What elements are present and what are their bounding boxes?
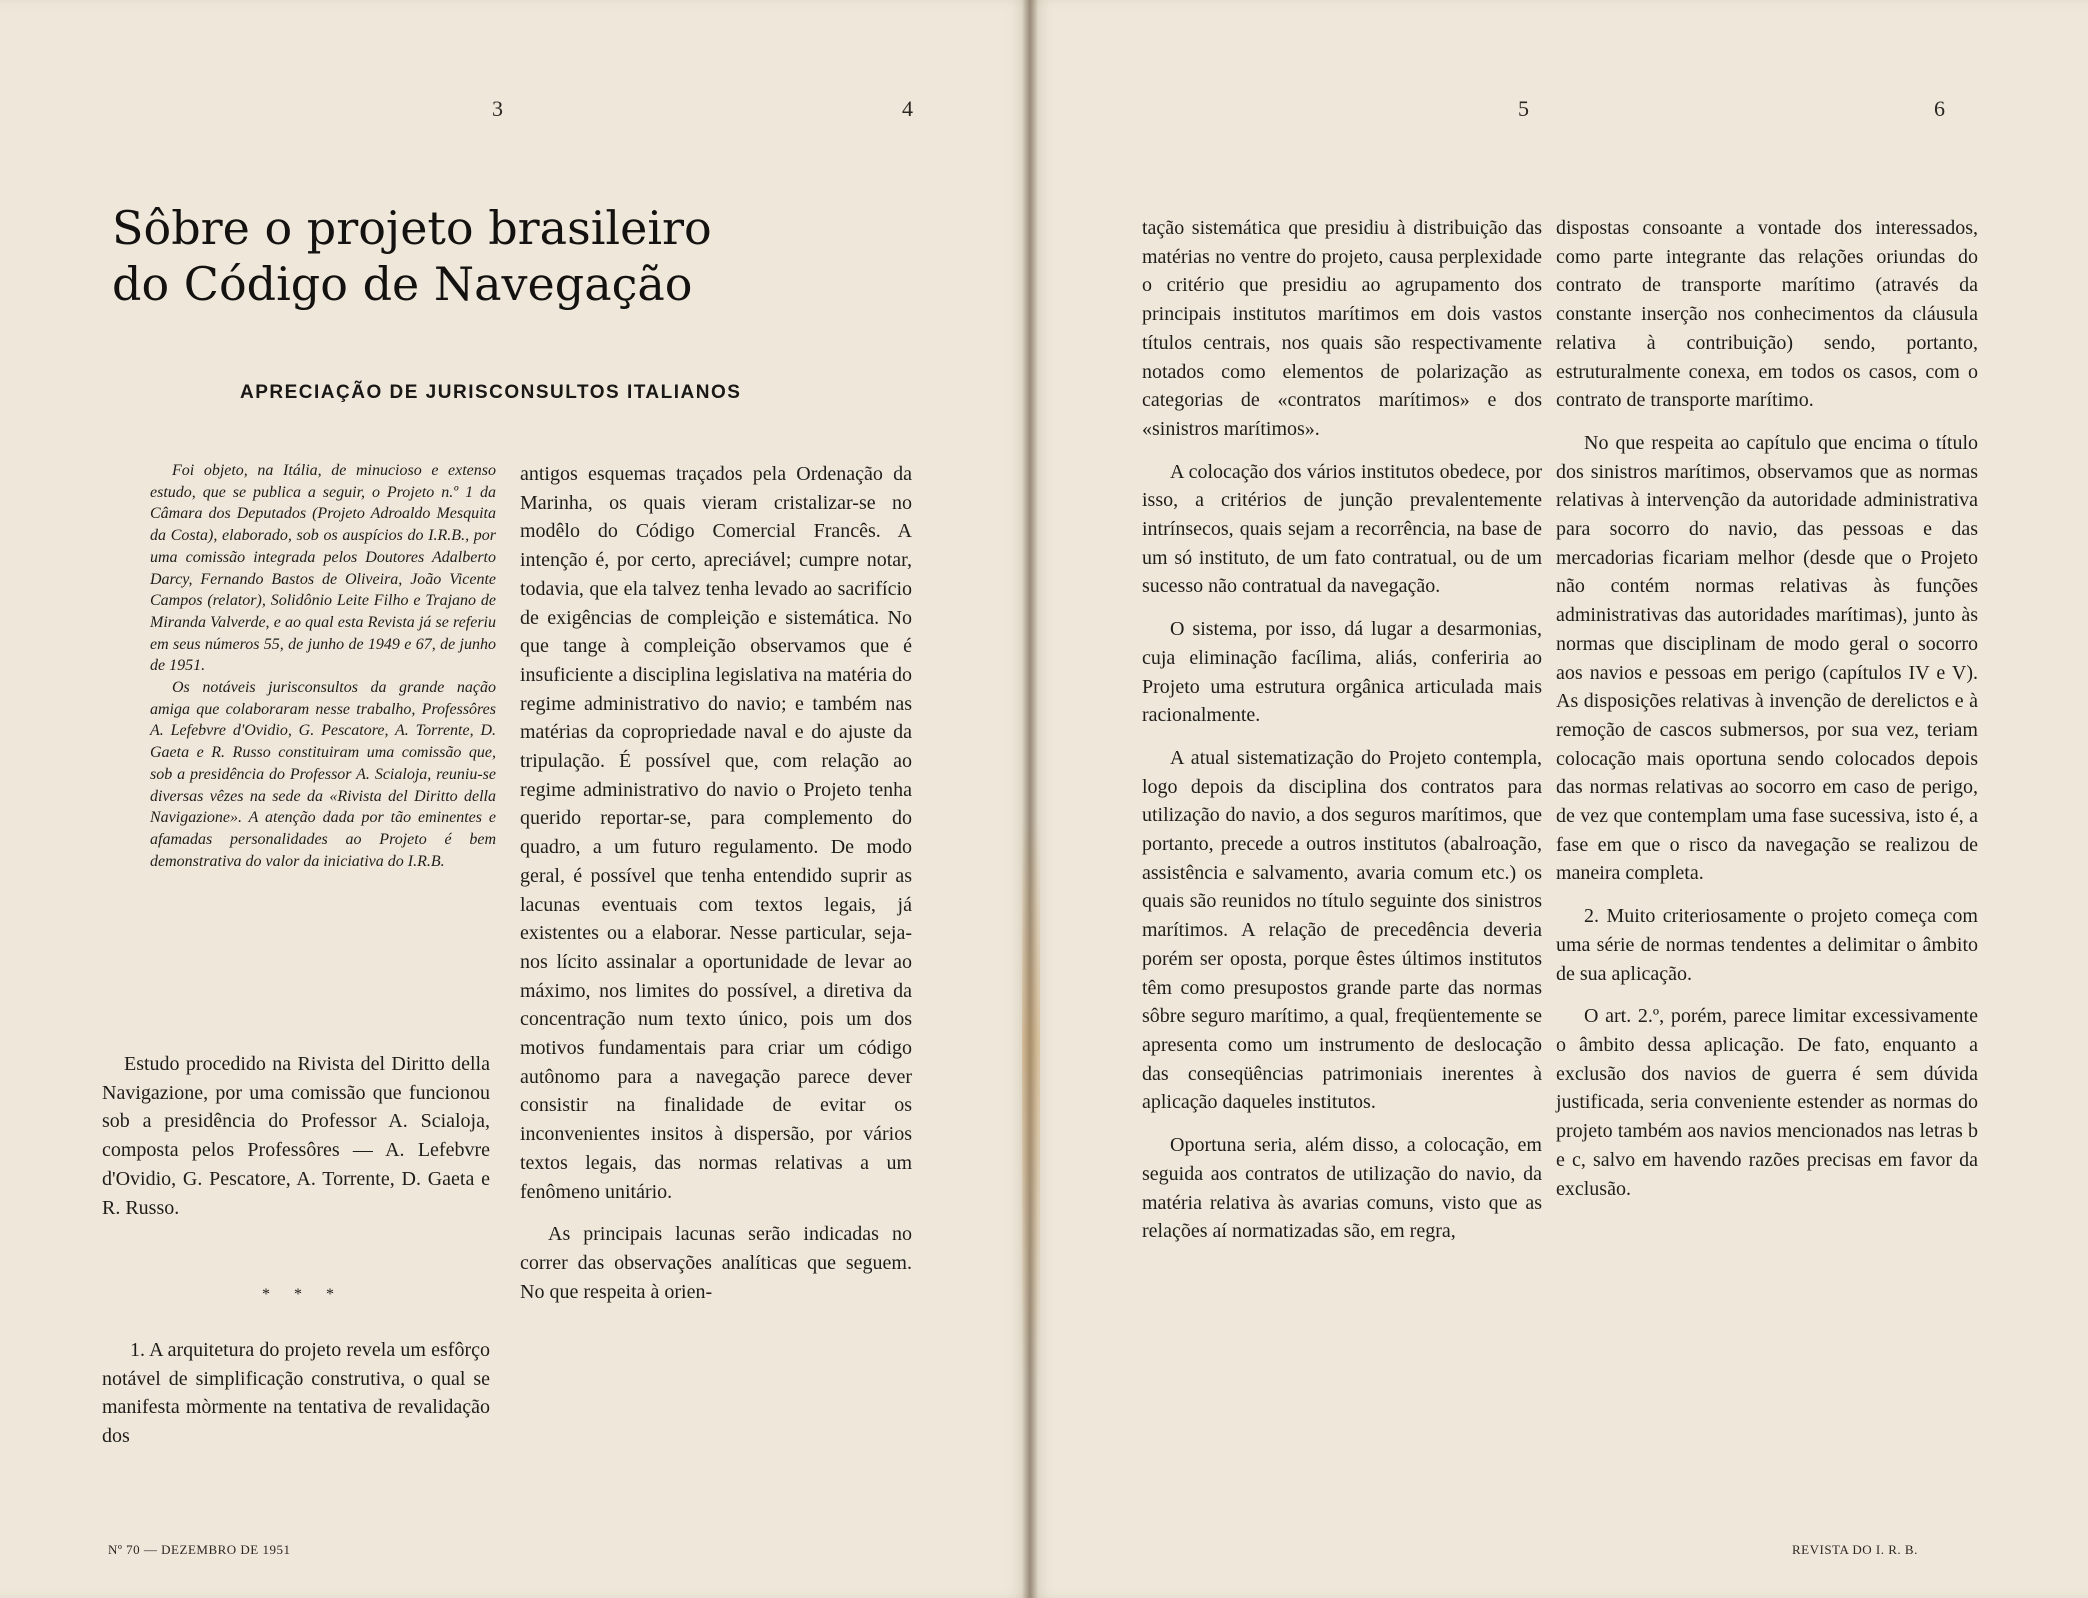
body-paragraph: A atual sistematização do Projeto contempla, logo depois da disciplina dos contratos para utilização do navio, a dos seguros marítimos, que portanto, precede a outros institutos (abalroação, assistência e salvamento, avaria comum etc.) os quais são reunidos no título seguinte dos sinistros marítimos. A relação de precedência deveria porém ser oposta, porque êstes últimos institutos têm como presupostos grande parte das normas sôbre seguro marítimo, a qual, freqüentemente se apresenta como um instrumento de deslocação das conseqüências patrimoniais inerentes à aplicação daqueles institutos. bbox=[1142, 746, 1542, 1114]
body-paragraph: tação sistemática que presidiu à distribuição das matérias no ventre do projeto, causa perplexidade o critério que presidiu ao agrupamento dos principais institutos marítimos em dois vastos títulos centrais, nos quais são respectivamente notados como elementos de polarização as categorias de «contratos marítimos» e dos «sinistros marítimos». bbox=[1142, 217, 1542, 440]
body-paragraph: Oportuna seria, além disso, a colocação, em seguida aos contratos de utilização do navio, da matéria relativa às avarias comuns, visto que as relações aí normatizadas são, em regra, bbox=[1142, 1134, 1542, 1243]
section-separator: * * * bbox=[262, 1286, 344, 1303]
article-subtitle: APRECIAÇÃO DE JURISCONSULTOS ITALIANOS bbox=[240, 382, 742, 403]
body-paragraph: A colocação dos vários institutos obedece, por isso, a critérios de junção prevalentemente intrínsecos, quais sejam a recorrência, na base de um só instituto, de um fato contratual, ou de um sucesso não contratual da navegação. bbox=[1142, 460, 1542, 598]
body-paragraph: O art. 2.º, porém, parece limitar excessivamente o âmbito dessa aplicação. De fato, enquanto a exclusão dos navios de guerra é sem dúvida justificada, seria conveniente estender as normas do projeto também aos navios mencionados nas letras b e c, salvo em havendo razões precisas em favor da exclusão. bbox=[1556, 1005, 1978, 1200]
body-paragraph: No que respeita ao capítulo que encima o título dos sinistros marítimos, observamos que as normas relativas à intervenção da autoridade administrativa para socorro do navio, das pessoas e das mercadorias ficariam melhor (desde que o Projeto não contém normas relativas às funções administrativas das autoridades marítimas), junto às normas que disciplinam de modo geral o socorro aos navios e pessoas em perigo (capítulos IV e V). As disposições relativas à invenção de derelictos e à remoção de cascos submersos, por sua vez, teriam colocação mais oportuna sendo colocados depois das normas relativas ao socorro em caso de perigo, de vez que contemplam uma fase sucessiva, isto é, a fase em que o risco da navegação se realizou de maneira completa. bbox=[1556, 431, 1978, 885]
intro-paragraph: Os notáveis jurisconsultos da grande nação amiga que colaboraram nesse trabalho, Professôres A. Lefebvre d'Ovidio, G. Pescatore, A. Torrente, D. Gaeta e R. Russo constituiram uma comissão que, sob a presidência do Professor A. Scialoja, reuniu-se diversas vêzes na sede da «Rivista del Diritto della Navigazione». A atenção dada por tão eminentes e afamadas personalidades ao Projeto é bem demonstrativa do valor da iniciativa do I.R.B. bbox=[150, 679, 496, 870]
body-paragraph: As principais lacunas serão indicadas no correr das observações analíticas que seguem. No que respeita à orien- bbox=[520, 1223, 912, 1303]
study-note: Estudo procedido na Rivista del Diritto della Navigazione, por uma comissão que funcionou sob a presidência do Professor A. Scialoja, composta pelos Professôres — A. Lefebvre d'Ovidio, G. Pescatore, A. Torrente, D. Gaeta e R. Russo. bbox=[102, 1053, 490, 1219]
body-paragraph: O sistema, por isso, dá lugar a desarmonias, cuja eliminação facílima, aliás, conferiria ao Projeto uma estrutura orgânica articulada mais racionalmente. bbox=[1142, 618, 1542, 727]
right-page bbox=[1030, 0, 2088, 1598]
column-page-4 bbox=[520, 460, 912, 1306]
body-paragraph: dispostas consoante a vontade dos interessados, como parte integrante das relações oriundas do contrato de transporte marítimo (através da constante inserção nos conhecimentos da cláusula relativa à contribuição) sendo, portanto, estruturalmente conexa, em todos os casos, com o contrato de transporte marítimo. bbox=[1556, 217, 1978, 412]
column-page-6 bbox=[1556, 214, 1978, 1203]
body-paragraph: antigos esquemas traçados pela Ordenação da Marinha, os quais vieram cristalizar-se no modêlo do Código Comercial Francês. A intenção é, por certo, apreciável; cumpre notar, todavia, que ela talvez tenha levado ao sacrifício de exigências de compleição e sistemática. No que tange à compleição observamos que é insuficiente a disciplina legislativa na matéria do regime administrativo do navio; e também nas matérias da copropriedade naval e do ajuste da tripulação. É possível que, com relação ao regime administrativo do navio o Projeto tenha querido reportar-se, para complemento do quadro, a um futuro regulamento. De modo geral, é possível que tenha entendido suprir as lacunas eventuais com textos legais, já existentes ou a elaborar. Nesse particular, seja-nos lícito assinalar a oportunidade de levar ao máximo, nos limites do possível, a diretiva da concentração num texto único, pois um dos motivos fundamentais para criar um código autônomo para a navegação parece dever consistir na finalidade de evitar os inconvenientes insitos à dispersão, por vários textos legais, das normas relativas a um fenômeno unitário. bbox=[520, 463, 912, 1203]
page-number-3: 3 bbox=[492, 96, 503, 121]
title-line-2: do Código de Navegação bbox=[112, 257, 693, 311]
title-line-1: Sôbre o projeto brasileiro bbox=[112, 201, 712, 255]
body-paragraph: 2. Muito criteriosamente o projeto começa com uma série de normas tendentes a delimitar o âmbito de sua aplicação. bbox=[1556, 905, 1978, 985]
footer-issue: Nº 70 — DEZEMBRO DE 1951 bbox=[108, 1542, 291, 1557]
paper-stain bbox=[1022, 820, 1040, 1380]
intro-paragraph: Foi objeto, na Itália, de minucioso e extenso estudo, que se publica a seguir, o Projeto n.º 1 da Câmara dos Deputados (Projeto Adroaldo Mesquita da Costa), elaborado, sob os auspícios do I.R.B., por uma comissão integrada pelos Doutores Adalberto Darcy, Fernando Bastos de Oliveira, João Vicente Campos (relator), Solidônio Leite Filho e Trajano de Miranda Valverde, e ao qual esta Revista já se referiu em seus números 55, de junho de 1949 e 67, de junho de 1951. bbox=[150, 462, 496, 675]
footer-journal: REVISTA DO I. R. B. bbox=[1792, 1542, 1918, 1557]
page-number-5: 5 bbox=[1518, 96, 1529, 121]
page-number-4: 4 bbox=[902, 96, 913, 121]
article-title bbox=[112, 200, 732, 312]
page-number-6: 6 bbox=[1934, 96, 1945, 121]
column-page-5 bbox=[1142, 214, 1542, 1246]
section-1-start: 1. A arquitetura do projeto revela um esfôrço notável de simplificação construtiva, o qual se manifesta mòrmente na tentativa de revalidação dos bbox=[102, 1339, 490, 1448]
editorial-intro bbox=[150, 460, 496, 872]
left-page bbox=[0, 0, 1030, 1598]
